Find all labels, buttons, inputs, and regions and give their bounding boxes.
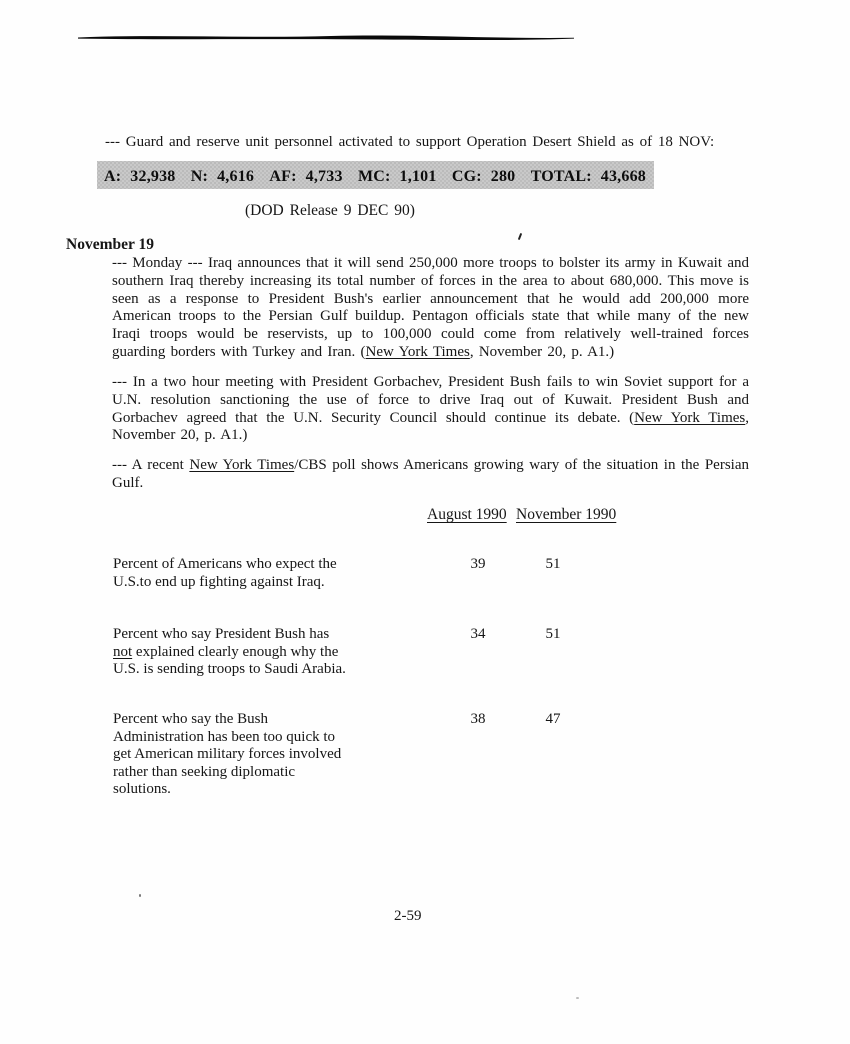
intro-line: --- Guard and reserve unit personnel activated to support Operation Desert Shield as of 18 NOV: bbox=[105, 134, 715, 150]
poll-value-november: 51 bbox=[545, 626, 561, 642]
stat-total-value: 43,668 bbox=[600, 167, 646, 185]
stat-airforce-label: AF: bbox=[269, 167, 297, 185]
stat-total bbox=[531, 168, 646, 186]
poll-row-bush-not-explained bbox=[113, 626, 673, 679]
paragraph-iraq-troops bbox=[112, 255, 749, 362]
poll-value-august: 34 bbox=[470, 626, 486, 642]
stat-total-label: TOTAL: bbox=[530, 167, 592, 185]
citation-source: New York Times bbox=[189, 457, 295, 473]
poll-value-november: 47 bbox=[545, 711, 561, 727]
scan-line-artifact bbox=[76, 30, 576, 44]
poll-label-text: Percent of Americans who expect the U.S.to end up fighting against Iraq. bbox=[113, 556, 337, 590]
poll-column-header-november: November 1990 bbox=[516, 506, 617, 523]
stat-marinecorps-value: 1,101 bbox=[399, 167, 437, 185]
poll-row-label bbox=[113, 556, 351, 591]
paragraph-text: , November 20, p. A1.) bbox=[112, 409, 750, 444]
dod-release-line: (DOD Release 9 DEC 90) bbox=[245, 202, 415, 219]
poll-row-administration-too-quick bbox=[113, 711, 673, 799]
stat-army bbox=[104, 168, 176, 186]
stat-coastguard-label: CG: bbox=[451, 167, 482, 185]
scan-speck bbox=[576, 997, 579, 999]
stat-marinecorps bbox=[358, 168, 437, 186]
poll-label-underlined: not bbox=[113, 643, 133, 660]
poll-label-text: Percent who say President Bush has bbox=[113, 626, 330, 642]
stat-navy-value: 4,616 bbox=[217, 167, 255, 185]
citation-source: New York Times bbox=[634, 409, 746, 426]
stat-coastguard-value: 280 bbox=[490, 167, 516, 185]
stat-army-label: A: bbox=[104, 167, 122, 185]
ink-tick-artifact bbox=[518, 233, 522, 240]
stat-marinecorps-label: MC: bbox=[357, 167, 391, 185]
section-heading-november-19: November 19 bbox=[66, 236, 154, 253]
stat-navy bbox=[191, 168, 254, 186]
paragraph-text: --- In a two hour meeting with President Gorbachev, President Bush fails to win Soviet support for a U.N. resolution sanctioning the use of force to drive Iraq out of Kuwait. President Bush and Gorbachev agreed that the U.N. Security Council should continue its debate. ( bbox=[112, 374, 749, 426]
stat-airforce-value: 4,733 bbox=[305, 167, 343, 185]
paragraph-gorbachev-meeting bbox=[112, 374, 749, 445]
poll-row-label bbox=[113, 711, 351, 799]
paragraph-text: , November 20, p. A1.) bbox=[469, 343, 615, 360]
poll-row-label bbox=[113, 626, 351, 679]
poll-label-text: Percent who say the Bush Administration has been too quick to get American military forces involved rather than seeking diplomatic solutions. bbox=[113, 711, 342, 798]
poll-value-august: 38 bbox=[470, 711, 486, 727]
personnel-stats-bar bbox=[97, 161, 654, 189]
poll-label-text: explained clearly enough why the U.S. is sending troops to Saudi Arabia. bbox=[113, 643, 346, 678]
scan-speck bbox=[139, 894, 141, 897]
stat-coastguard bbox=[452, 168, 516, 186]
poll-row-expect-fighting bbox=[113, 556, 673, 591]
paragraph-cbs-poll bbox=[112, 457, 749, 493]
stat-army-value: 32,938 bbox=[130, 167, 176, 185]
paragraph-text: --- A recent bbox=[112, 457, 190, 473]
poll-value-november: 51 bbox=[545, 556, 561, 572]
page-number: 2-59 bbox=[394, 908, 422, 924]
paragraph-text: /CBS poll shows Americans growing wary of the situation in the Persian Gulf. bbox=[112, 457, 749, 491]
poll-column-header-august: August 1990 bbox=[427, 506, 507, 523]
paragraph-text: --- Monday --- Iraq announces that it will send 250,000 more troops to bolster its army in Kuwait and southern Iraq thereby increasing its total number of forces in the area to about 680,000. This move is seen as a response to President Bush's earlier announcement that he would add 200,000 more American troops to the Persian Gulf buildup. Pentagon officials state that while many of the new Iraqi troops would be reservists, up to 100,000 could come from relatively well-trained forces guarding borders with Turkey and Iran. ( bbox=[112, 255, 749, 360]
stat-navy-label: N: bbox=[190, 167, 209, 185]
stat-airforce bbox=[269, 168, 342, 186]
citation-source: New York Times bbox=[365, 343, 470, 360]
poll-value-august: 39 bbox=[470, 556, 486, 572]
